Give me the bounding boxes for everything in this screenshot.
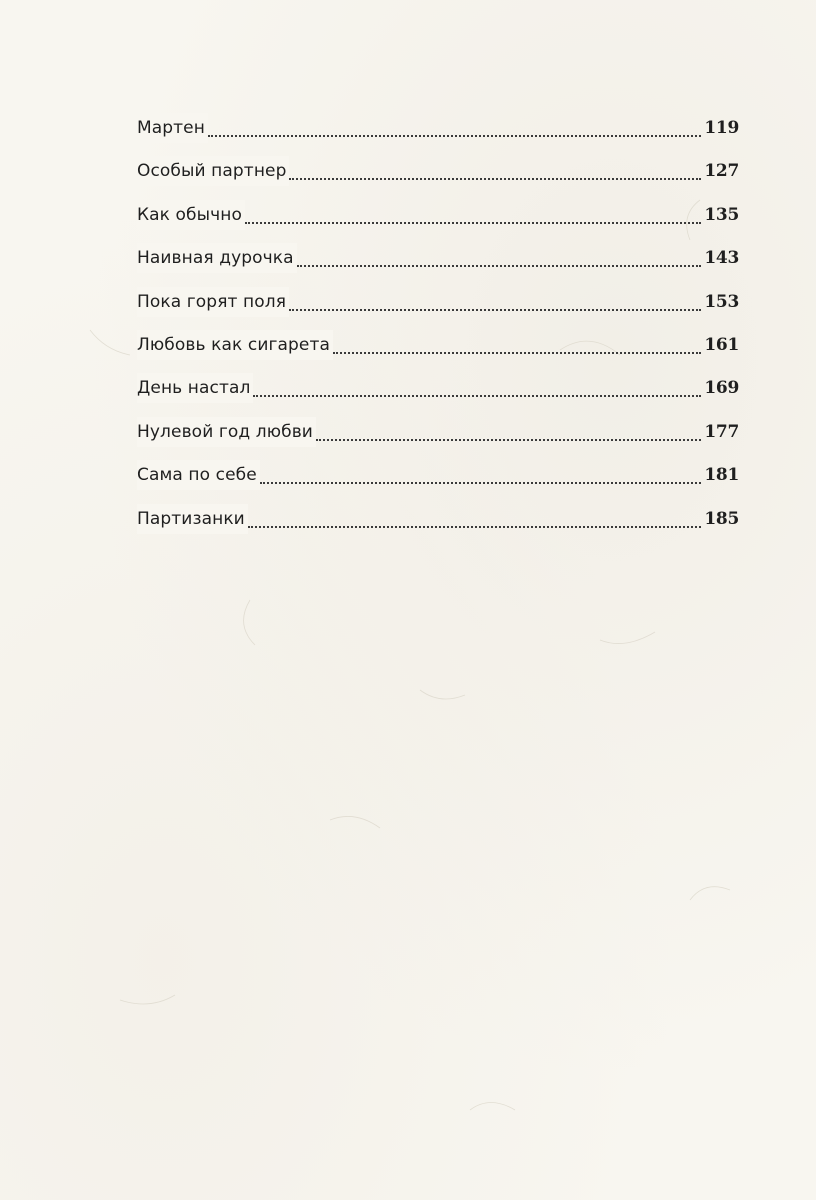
toc-dot-leader <box>208 113 701 137</box>
toc-entry <box>137 243 739 286</box>
toc-entry-page: 161 <box>704 334 739 355</box>
toc-dot-leader <box>289 287 701 311</box>
toc-entry-page: 153 <box>704 291 739 312</box>
toc-dot-leader <box>289 156 701 180</box>
toc-entry-page: 143 <box>704 248 739 269</box>
toc-entry-title: Пока горят поля <box>137 287 289 317</box>
toc-entry-title: День настал <box>137 373 253 403</box>
toc-entry <box>137 460 739 503</box>
toc-entry-title: Нулевой год любви <box>137 417 316 447</box>
toc-dot-leader <box>260 460 702 484</box>
toc-dot-leader <box>248 504 702 528</box>
toc-entry <box>137 504 739 547</box>
toc-entry <box>137 417 739 460</box>
toc-entry-page: 177 <box>704 421 739 442</box>
toc-entry-title: Сама по себе <box>137 460 260 490</box>
toc-entry-title: Наивная дурочка <box>137 243 297 273</box>
toc-dot-leader <box>245 200 701 224</box>
toc-dot-leader <box>316 417 701 441</box>
toc-entry-title: Мартен <box>137 113 208 143</box>
toc-entry-title: Как обычно <box>137 200 245 230</box>
toc-entry <box>137 373 739 416</box>
toc-dot-leader <box>333 330 701 354</box>
toc-entry-title: Партизанки <box>137 504 248 534</box>
toc-dot-leader <box>253 373 701 397</box>
toc-entry <box>137 156 739 199</box>
toc-entry <box>137 287 739 330</box>
toc-entry-page: 169 <box>704 378 739 399</box>
toc-entry <box>137 330 739 373</box>
toc-entry <box>137 200 739 243</box>
toc-entry <box>137 113 739 156</box>
toc-entry-title: Особый партнер <box>137 156 289 186</box>
toc-entry-title: Любовь как сигарета <box>137 330 333 360</box>
toc-entry-page: 185 <box>704 508 739 529</box>
toc-entry-page: 181 <box>704 465 739 486</box>
toc-entry-page: 119 <box>704 118 739 138</box>
toc-entry-page: 135 <box>704 204 739 225</box>
table-of-contents <box>137 113 739 547</box>
toc-dot-leader <box>297 243 702 267</box>
toc-entry-page: 127 <box>704 161 739 182</box>
